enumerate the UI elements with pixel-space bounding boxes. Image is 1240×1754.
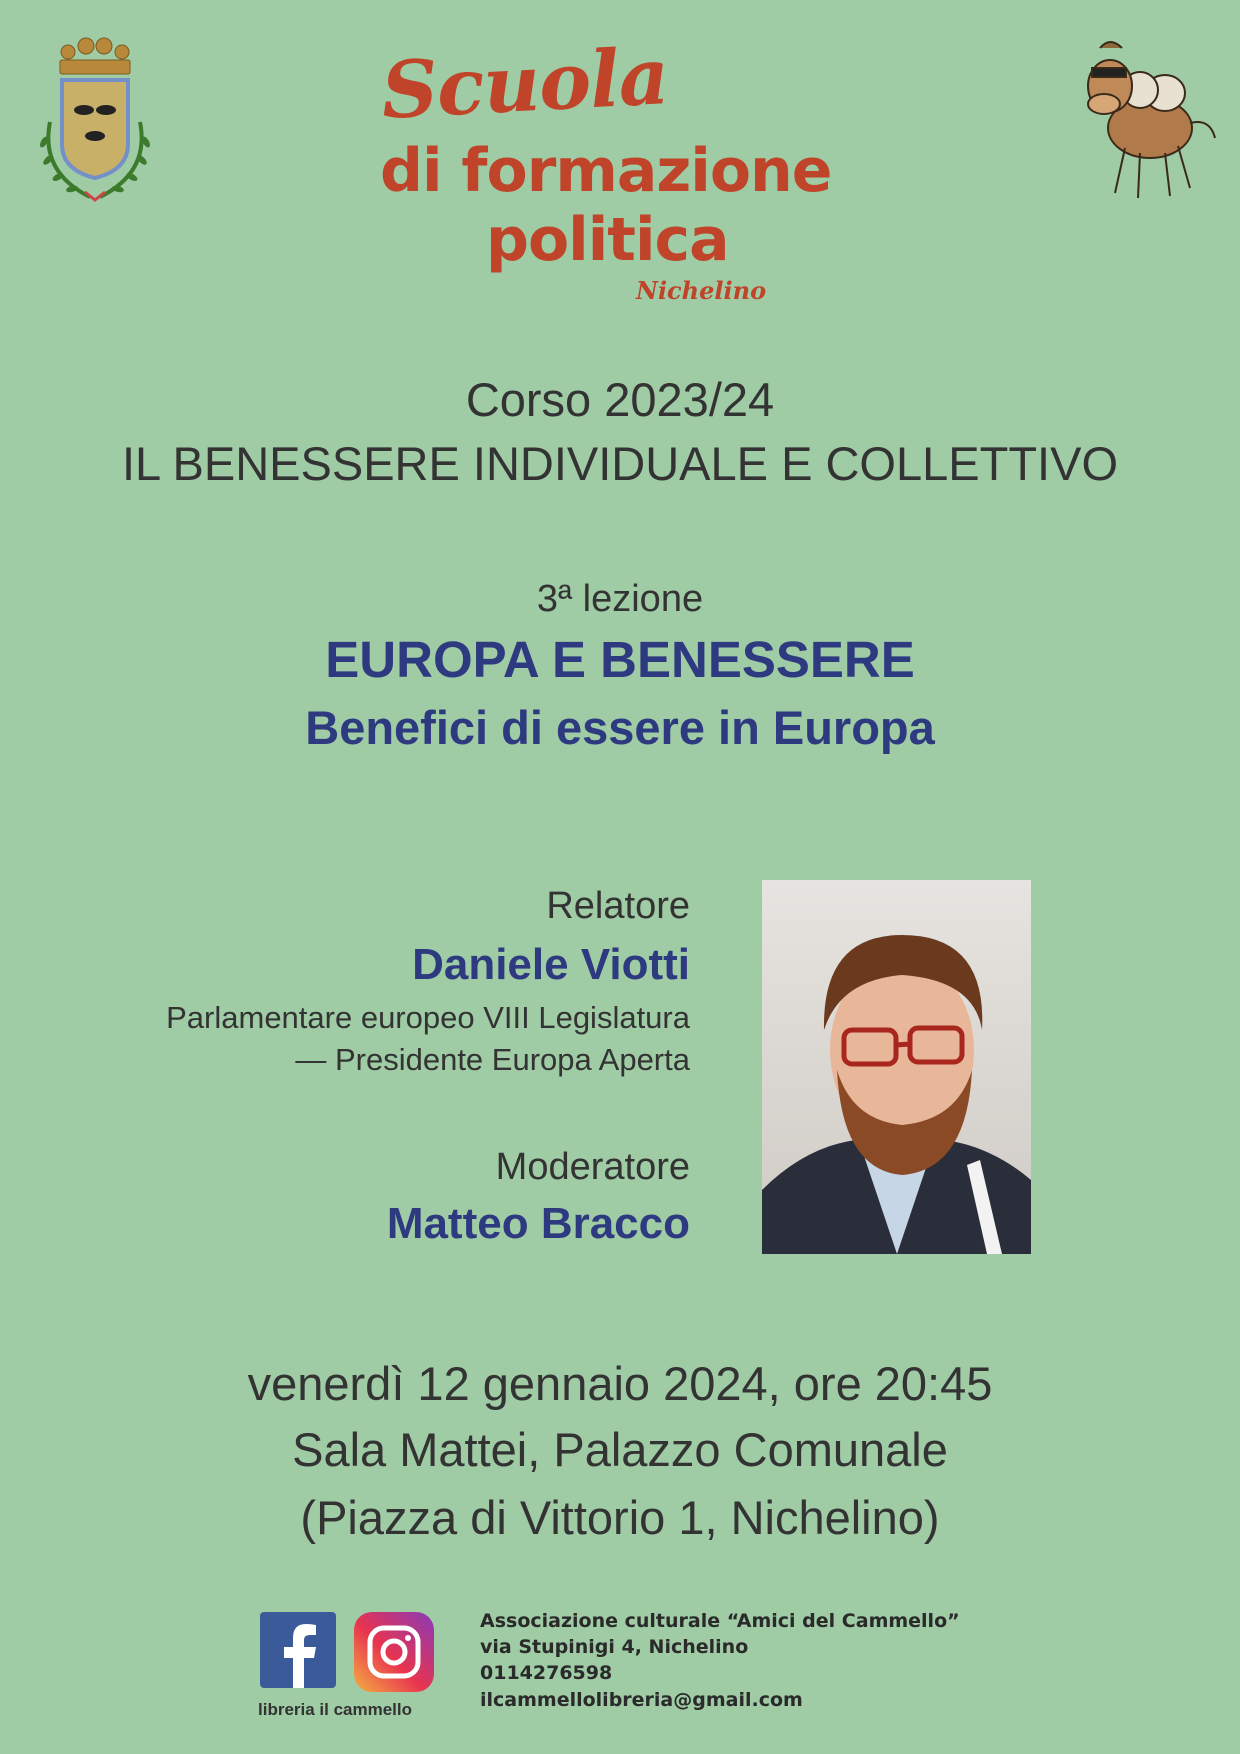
association-phone[interactable]: 0114276598 [480, 1662, 613, 1684]
logo-title-politica: politica [486, 205, 729, 275]
course-label: Corso 2023/24 [465, 373, 775, 426]
speaker-role-line1: Parlamentare europeo VIII Legislatura [166, 1000, 690, 1035]
coat-of-arms-icon [30, 32, 160, 212]
logo-city: Nichelino [636, 276, 767, 305]
association-email[interactable]: ilcammellolibreria@gmail.com [480, 1689, 803, 1711]
speaker-photo [762, 880, 1031, 1254]
facebook-icon[interactable] [260, 1612, 336, 1688]
moderator-name: Matteo Bracco [386, 1199, 690, 1248]
event-venue: Sala Mattei, Palazzo Comunale [292, 1423, 948, 1476]
social-label: libreria il cammello [258, 1700, 413, 1719]
event-address: (Piazza di Vittorio 1, Nichelino) [300, 1491, 940, 1544]
instagram-icon[interactable] [354, 1612, 434, 1692]
moderator-label: Moderatore [495, 1146, 690, 1188]
event-date: venerdì 12 gennaio 2024, ore 20:45 [247, 1357, 993, 1410]
logo-title-formazione: di formazione [380, 136, 832, 206]
lesson-subtitle: Benefici di essere in Europa [305, 701, 935, 754]
course-title: IL BENESSERE INDIVIDUALE E COLLETTIVO [122, 437, 1118, 490]
speaker-name: Daniele Viotti [412, 940, 690, 989]
speaker-role-line2: — Presidente Europa Aperta [295, 1042, 690, 1077]
logo-title-scuola: Scuola [379, 31, 671, 137]
camel-mascot-icon [1070, 28, 1220, 208]
speaker-label: Relatore [546, 885, 690, 927]
association-name: Associazione culturale “Amici del Cammello” [480, 1610, 960, 1632]
lesson-title: EUROPA E BENESSERE [325, 631, 915, 688]
lesson-number: 3ª lezione [536, 578, 704, 620]
association-address: via Stupinigi 4, Nichelino [480, 1636, 749, 1658]
